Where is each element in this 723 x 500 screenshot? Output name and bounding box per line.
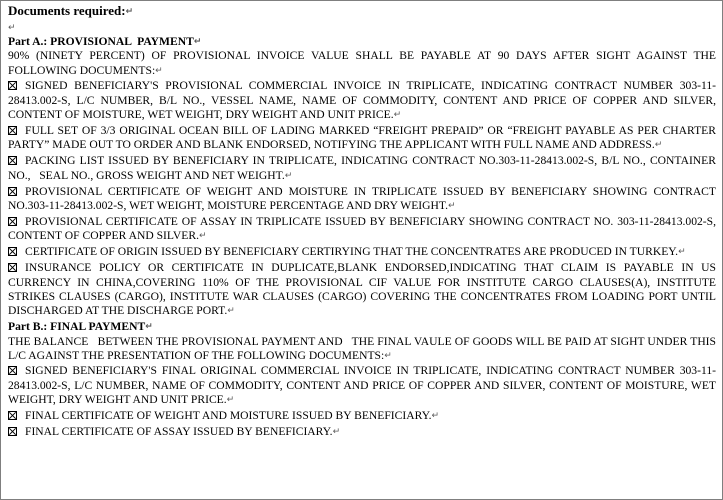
document-list-item <box>8 261 719 319</box>
blank-line <box>8 21 716 35</box>
paragraph-mark-icon: ↵ <box>654 140 663 151</box>
checked-box-icon <box>8 187 17 196</box>
checked-box-icon <box>8 427 17 436</box>
document-item-text: SIGNED BENEFICIARY'S FINAL ORIGINAL COMMERCIAL INVOICE IN TRIPLICATE, INDICATING CONTRACT NUMBER 303-11-28413.002-S, L/C NUMBER, NAME OF COMMODITY, CONTENT AND PRICE OF COPPER AND SILVER, CONTENT OF MOISTURE, WET WEIGHT, DRY WEIGHT AND UNIT PRICE. <box>8 364 719 407</box>
document-list-item <box>8 79 719 122</box>
part-b-intro: THE BALANCE BETWEEN THE PROVISIONAL PAYMENT AND THE FINAL VAULE OF GOODS WILL BE PAID AT SIGHT UNDER THIS L/C AGAINST THE PRESENTATION OF THE FOLLOWING DOCUMENTS:↵ <box>8 334 719 363</box>
document-list-item <box>8 364 719 407</box>
document-item-text: FINAL CERTIFICATE OF WEIGHT AND MOISTURE ISSUED BY BENEFICIARY. <box>25 409 432 423</box>
paragraph-mark-icon: ↵ <box>199 231 207 242</box>
paragraph-mark-icon: ↵ <box>448 200 456 211</box>
paragraph-mark-icon: ↵ <box>8 23 16 33</box>
document-list-item <box>8 123 719 153</box>
document-list-item <box>8 425 716 439</box>
document-body <box>8 2 719 441</box>
part-a-intro: 90% (NINETY PERCENT) OF PROVISIONAL INVOICE VALUE SHALL BE PAYABLE AT 90 DAYS AFTER SIGHT AGAINST THE FOLLOWING DOCUMENTS:↵ <box>8 49 719 77</box>
checked-box-icon <box>8 156 17 165</box>
paragraph-mark-icon: ↵ <box>678 247 686 258</box>
document-item-text: PROVISIONAL CERTIFICATE OF ASSAY IN TRIPLICATE ISSUED BY BENEFICIARY SHOWING CONTRACT NO. 303-11-28413.002-S, CONTENT OF COPPER AND SILVER. <box>8 214 719 243</box>
paragraph-mark-icon: ↵ <box>226 395 235 406</box>
document-list-item <box>8 214 719 244</box>
checked-box-icon <box>8 217 17 226</box>
paragraph-mark-icon: ↵ <box>332 427 341 438</box>
document-item-text: PROVISIONAL CERTIFICATE OF WEIGHT AND MOISTURE IN TRIPLICATE ISSUED BY BENEFICIARY SHOWING CONTRACT NO.303-11-28413.002-S, WET WEIGHT, MOISTURE PERCENTAGE AND DRY WEIGHT. <box>8 184 719 212</box>
document-item-text: SIGNED BENEFICIARY'S PROVISIONAL COMMERCIAL INVOICE IN TRIPLICATE, INDICATING CONTRACT NUMBER 303-11-28413.002-S, L/C NUMBER, B/L NO., VESSEL NAME, NAME OF COMMODITY, CONTENT AND PRICE OF COPPER AND SILVER, CONTENT OF MOISTURE, WET WEIGHT, DRY WEIGHT AND UNIT PRICE. <box>8 79 719 122</box>
part-b-document-list <box>8 364 719 439</box>
checked-box-icon <box>8 263 17 272</box>
document-item-text: INSURANCE POLICY OR CERTIFICATE IN DUPLICATE,BLANK ENDORSED,INDICATING THAT CLAIM IS PAYABLE IN US CURRENCY IN CHINA,COVERING 110% OF THE PROVISIONAL CIF VALUE FOR INSTITUTE CARGO CLAUSES(A), INSTITUTE STRIKES CLAUSES (CARGO), INSTITUTE WAR CLAUSES (CARGO) COVERING THE CONCENTRATES FROM LOADING PORT UNTIL DISCHARGED AT THE DISCHARGE PORT. <box>8 261 719 318</box>
paragraph-mark-icon: ↵ <box>284 170 293 181</box>
paragraph-mark-icon: ↵ <box>125 7 134 17</box>
checked-box-icon <box>8 247 17 256</box>
checked-box-icon <box>8 366 17 375</box>
paragraph-mark-icon: ↵ <box>431 411 440 422</box>
part-b-heading: Part B.: FINAL PAYMENT↵ <box>8 320 153 334</box>
document-title: Documents required:↵ <box>8 3 134 18</box>
checked-box-icon <box>8 411 17 420</box>
checked-box-icon <box>8 81 17 90</box>
document-item-text: PACKING LIST ISSUED BY BENEFICIARY IN TRIPLICATE, INDICATING CONTRACT NO.303-11-28413.002-S, B/L NO., CONTAINER NO., SEAL NO., GROSS WEIGHT AND NET WEIGHT. <box>8 154 719 182</box>
document-list-item <box>8 154 719 183</box>
paragraph-mark-icon: ↵ <box>155 65 163 76</box>
paragraph-mark-icon: ↵ <box>227 306 235 317</box>
checked-box-icon <box>8 126 17 135</box>
paragraph-mark-icon: ↵ <box>384 351 392 362</box>
part-a-heading: Part A.: PROVISIONAL PAYMENT↵ <box>8 35 202 48</box>
document-item-text: FINAL CERTIFICATE OF ASSAY ISSUED BY BENEFICIARY. <box>25 425 333 439</box>
document-list-item <box>8 409 716 423</box>
document-list-item <box>8 184 719 214</box>
paragraph-mark-icon: ↵ <box>145 322 153 333</box>
document-item-text: FULL SET OF 3/3 ORIGINAL OCEAN BILL OF LADING MARKED “FREIGHT PREPAID” OR “FREIGHT PAYABLE AS PER CHARTER PARTY” MADE OUT TO ORDER AND BLANK ENDORSED, NOTIFYING THE APPLICANT WITH FULL NAME AND ADDRESS. <box>8 123 719 152</box>
paragraph-mark-icon: ↵ <box>193 37 202 47</box>
part-a-document-list <box>8 79 719 319</box>
paragraph-mark-icon: ↵ <box>393 110 402 121</box>
document-item-text: CERTIFICATE OF ORIGIN ISSUED BY BENEFICIARY CERTIRYING THAT THE CONCENTRATES ARE PRODUCED IN TURKEY. <box>25 245 679 259</box>
document-list-item <box>8 245 716 259</box>
